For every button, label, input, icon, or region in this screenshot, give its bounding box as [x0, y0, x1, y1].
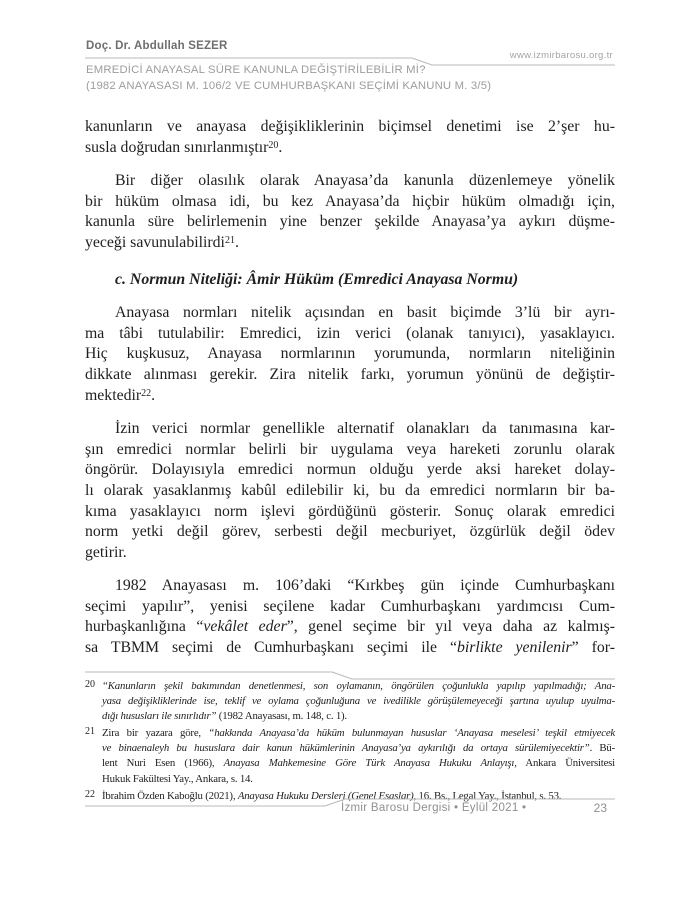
body-paragraph-3: Anayasa normları nitelik açısından en basit biçimde 3’lü bir ayrı- ma tâbi tutulabilir: Emredici, izin verici (olanak tanıyıcı), yasaklayıcı. Hiç kuşkusuz, Anayasa normlarının yorumunda, normların niteliğinin dikkate alınması gerekir. Zira nitelik farkı, yorumun yönünü de değiştir- mektedir$^{22}$. [85, 304, 615, 404]
footnote-text: “Kanunların şekil bakımından denetlenmesi, son oylamanın, öngörülen çoğunlukla yapılıp yapılmadığı; Ana- yasa değişikliklerinde ise, teklif ve oylama çoğunluğuna ve ivedilikle görüşülemeyeceği şartına uyulup uyulma- dığı hususları ile sınırlıdır” (1982 Anayasası, m. 148, c. 1). [102, 680, 615, 723]
author-name: Doç. Dr. Abdullah SEZER [86, 40, 228, 52]
body-paragraph-4: İzin verici normlar genellikle alternatif olanakları da tanımasına kar- şın emredici normlar belirli bir uygulama veya hareketi zorunlu olarak öngörür. Dolayısıyla emredici normun olduğu yerde aksi hareket dolay- lı olarak yasaklanmış kabûl edilebilir ki, bu da emredici normların bir ba- kıma yasaklayıcı norm işlevi gördüğünü gösterir. Sonuç olarak emredici norm yetki değil görev, serbesti değil mecburiyet, özgürlük değil ödev getirir. [85, 420, 615, 561]
footnote-number: 21 [85, 726, 95, 738]
footnote-text: Zira bir yazara göre, “hakkında Anayasa’da hüküm bulunmayan hususlar ‘Anayasa meselesi’ teşkil etmiyecek ve binaenaleyh bu hususlara dair kanun hükümlerinin Anayasa’ya aykırılığı da ortaya sürülemiyecektir”. Bü- lent Nuri Esen (1966), Anayasa Mahkemesine Göre Türk Anayasa Hukuku Anlayışı, Ankara Üniversitesi Hukuk Fakültesi Yay., Ankara, s. 14. [102, 727, 616, 785]
body-paragraph-5: 1982 Anayasası m. 106’daki “Kırkbeş gün içinde Cumhurbaşkanı seçimi yapılır”, yenisi seçilene kadar Cumhurbaşkanı yardımcısı Cum- hurbaşkanlığına “vekâlet eder”, genel seçime bir yıl veya daha az kalmış- sa TBMM seçimi de Cumhurbaşkanı seçimi ile “birlikte yenilenir” for- [85, 577, 616, 657]
footnote-21 [85, 726, 615, 786]
article-title-line2: (1982 ANAYASASI M. 106/2 VE CUMHURBAŞKANI SEÇİMİ KANUNU M. 3/5) [86, 80, 492, 93]
footnote-20 [85, 679, 615, 724]
footnote-number: 22 [85, 788, 95, 800]
journal-website-url: www.izmirbarosu.org.tr [509, 50, 613, 61]
article-title [86, 62, 606, 94]
footer-page-number: 23 [593, 801, 607, 815]
article-title-line1: EMREDİCİ ANAYASAL SÜRE KANUNLA DEĞİŞTİRİLEBİLİR Mİ? [86, 64, 426, 76]
footnote-number: 20 [85, 679, 95, 690]
article-body [85, 117, 615, 659]
footnotes-section [85, 679, 615, 804]
section-heading: c. Normun Niteliği: Âmir Hüküm (Emredici Anayasa Normu) [115, 270, 519, 288]
footnote-text: İbrahim Özden Kaboğlu (2021), Anayasa Hukuku Dersleri (Genel Esaslar), 16. Bs., Legal Yay., İstanbul, s. 53. [102, 789, 562, 802]
footer-journal-label: İzmir Barosu Dergisi • Eylül 2021 • [341, 802, 527, 814]
body-paragraph-1: kanunların ve anayasa değişikliklerinin biçimsel denetimi ise 2’şer hu- susla doğrudan sınırlanmıştır$^{20}$. [85, 118, 615, 156]
body-paragraph-2: Bir diğer olasılık olarak Anayasa’da kanunla düzenlemeye yönelik bir hüküm olmasa idi, bu kez Anayasa’da hiçbir hüküm olmadığı için, kanunla süre belirlemenin yine benzer şekilde Anayasa’ya aykırı düşme- yeceği savunulabilirdi$^{21}$. [85, 172, 615, 251]
